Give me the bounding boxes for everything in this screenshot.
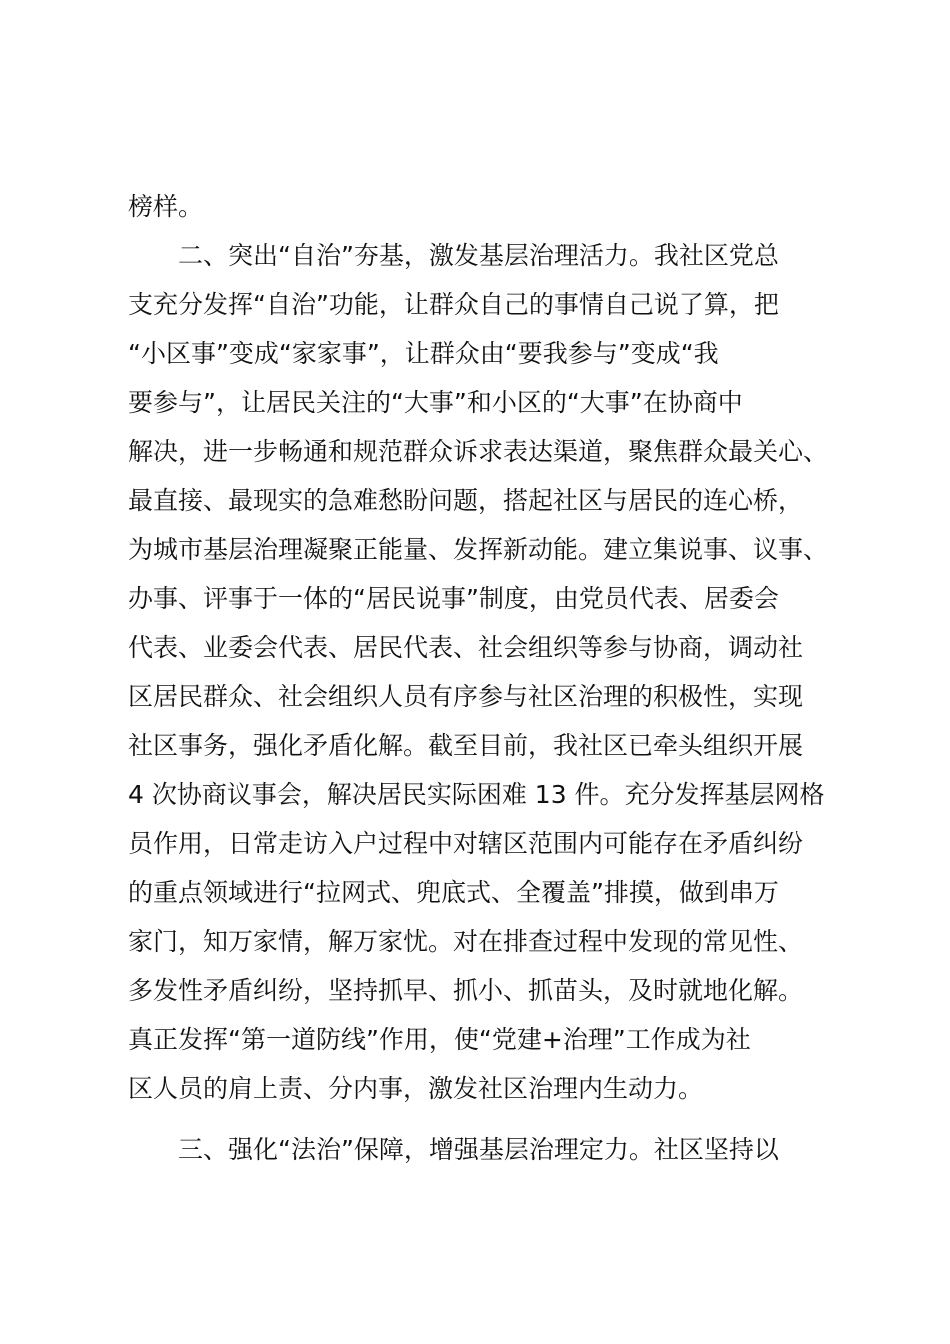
text-line: 社区事务，强化矛盾化解。截至目前，我社区已牵头组织开展 — [128, 731, 804, 760]
text-line: 支充分发挥“自治”功能，让群众自己的事情自己说了算，把 — [128, 290, 779, 319]
text-line: 的重点领域进行“拉网式、兜底式、全覆盖”排摸，做到串万 — [128, 878, 779, 907]
paragraph-3-heading-line: 三、强化“法治”保障，增强基层治理定力。社区坚持以 — [178, 1135, 779, 1164]
text-line: 多发性矛盾纠纷，坚持抓早、抓小、抓苗头，及时就地化解。 — [128, 976, 804, 1005]
text-line: 要参与”，让居民关注的“大事”和小区的“大事”在协商中 — [128, 388, 743, 417]
text-line: 最直接、最现实的急难愁盼问题，搭起社区与居民的连心桥， — [128, 486, 804, 515]
text-line: 区居民群众、社会组织人员有序参与社区治理的积极性，实现 — [128, 682, 804, 711]
text-line: 为城市基层治理凝聚正能量、发挥新动能。建立集说事、议事、 — [128, 535, 829, 564]
text-line: “小区事”变成“家家事”，让群众由“要我参与”变成“我 — [128, 339, 719, 368]
text-line: 榜样。 — [128, 192, 204, 221]
text-line: 真正发挥“第一道防线”作用，使“党建+治理”工作成为社 — [128, 1025, 751, 1054]
text-line: 代表、业委会代表、居民代表、社会组织等参与协商，调动社 — [128, 633, 804, 662]
text-line: 4 次协商议事会，解决居民实际困难 13 件。充分发挥基层网格 — [128, 780, 825, 809]
text-line: 解决，进一步畅通和规范群众诉求表达渠道，聚焦群众最关心、 — [128, 437, 829, 466]
paragraph-2-heading-line: 二、突出“自治”夯基，激发基层治理活力。我社区党总 — [178, 241, 779, 270]
text-line: 区人员的肩上责、分内事，激发社区治理内生动力。 — [128, 1074, 704, 1103]
text-line: 员作用，日常走访入户过程中对辖区范围内可能存在矛盾纠纷 — [128, 829, 804, 858]
text-line: 办事、评事于一体的“居民说事”制度，由党员代表、居委会 — [128, 584, 779, 613]
text-line: 家门，知万家情，解万家忧。对在排查过程中发现的常见性、 — [128, 927, 804, 956]
